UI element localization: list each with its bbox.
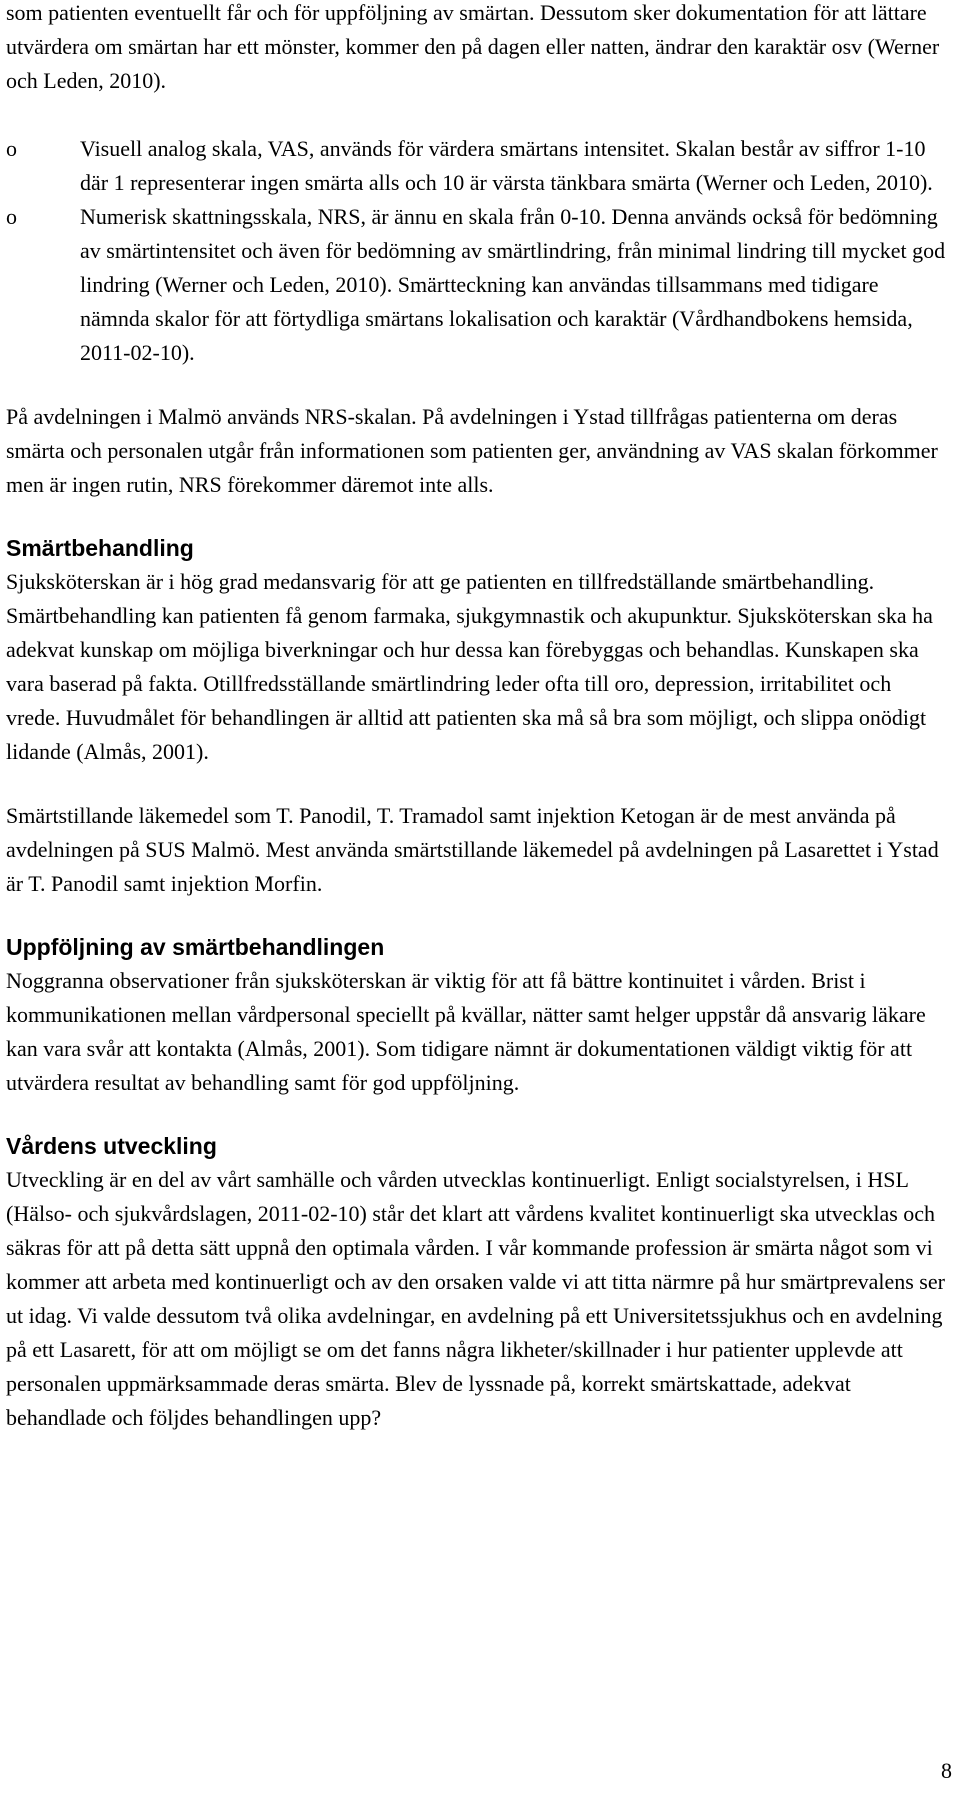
pain-treatment-paragraph: Sjuksköterskan är i hög grad medansvarig för att ge patienten en tillfredställande smärtbehandling. Smärtbehandling kan patienten få genom farmaka, sjukgymnastik och akupunktur. Sjuksköterskan ska ha adekvat kunskap om möjliga biverkningar och hur dessa kan förebyggas och behandlas. Kunskapen ska vara baserad på fakta. Otillfredsställande smärtlindring leder ofta till oro, depression, irritabilitet och vrede. Huvudmålet för behandlingen är alltid att patienten ska må så bra som möjligt, och slippa onödigt lidande (Almås, 2001). xyxy=(6,569,933,764)
page-number: 8 xyxy=(941,1758,952,1783)
care-development-paragraph: Utveckling är en del av vårt samhälle och vården utvecklas kontinuerligt. Enligt socialstyrelsen, i HSL (Hälso- och sjukvårdslagen, 2011-02-10) står det klart att vårdens kvalitet kontinuerligt ska utvecklas och säkras för att på detta sätt uppnå den optimala vården. I vår kommande profession är smärta något som vi kommer att arbeta med kontinuerligt och av den orsaken valde vi att titta närmre på hur smärtprevalens ser ut idag. Vi valde dessutom två olika avdelningar, en avdelning på ett Universitetssjukhus och en avdelning på ett Lasarett, för att om möjligt se om det fanns några likheter/skillnader i hur patienter upplevde att personalen uppmärksammade deras smärta. Blev de lyssnade på, korrekt smärtskattade, adekvat behandlade och följdes behandlingen upp? xyxy=(6,1167,945,1430)
section-heading-follow-up: Uppföljning av smärtbehandlingen xyxy=(6,934,385,960)
bullet-marker: o xyxy=(6,136,17,161)
list-item-nrs xyxy=(6,200,950,370)
ward-paragraph: På avdelningen i Malmö används NRS-skalan. På avdelningen i Ystad tillfrågas patienterna om deras smärta och personalen utgår från informationen som patienten ger, användning av VAS skalan förkommer men är ingen rutin, NRS förekommer däremot inte alls. xyxy=(6,404,938,497)
follow-up-paragraph: Noggranna observationer från sjuksköterskan är viktig för att få bättre kontinuitet i vården. Brist i kommunikationen mellan vårdpersonal speciellt på kvällar, nätter samt helger uppstår då ansvarig läkare kan vara svår att kontakta (Almås, 2001). Som tidigare nämnt är dokumentationen väldigt viktig för att utvärdera resultat av behandling samt för god uppföljning. xyxy=(6,968,926,1095)
intro-paragraph: som patienten eventuellt får och för uppföljning av smärtan. Dessutom sker dokumentation för att lättare utvärdera om smärtan har ett mönster, kommer den på dagen eller natten, ändrar den karaktär osv (Werner och Leden, 2010). xyxy=(6,0,940,93)
list-item-text: Visuell analog skala, VAS, används för värdera smärtans intensitet. Skalan består av siffror 1-10 där 1 representerar ingen smärta alls och 10 är värsta tänkbara smärta (Werner och Leden, 2010). xyxy=(80,136,933,195)
pain-scale-list xyxy=(6,132,950,370)
document-page xyxy=(6,0,952,1783)
analgesics-paragraph: Smärtstillande läkemedel som T. Panodil, T. Tramadol samt injektion Ketogan är de mest använda på avdelningen på SUS Malmö. Mest använda smärtstillande läkemedel på avdelningen på Lasarettet i Ystad är T. Panodil samt injektion Morfin. xyxy=(6,803,939,896)
bullet-marker: o xyxy=(6,204,17,229)
section-heading-care-development: Vårdens utveckling xyxy=(6,1133,217,1159)
list-item-text: Numerisk skattningsskala, NRS, är ännu en skala från 0-10. Denna används också för bedömning av smärtintensitet och även för bedömning av smärtlindring, från minimal lindring till mycket god lindring (Werner och Leden, 2010). Smärtteckning kan användas tillsammans med tidigare nämnda skalor för att förtydliga smärtans lokalisation och karaktär (Vårdhandbokens hemsida, 2011-02-10). xyxy=(80,204,946,365)
list-item-vas xyxy=(6,132,950,200)
section-heading-pain-treatment: Smärtbehandling xyxy=(6,535,194,561)
